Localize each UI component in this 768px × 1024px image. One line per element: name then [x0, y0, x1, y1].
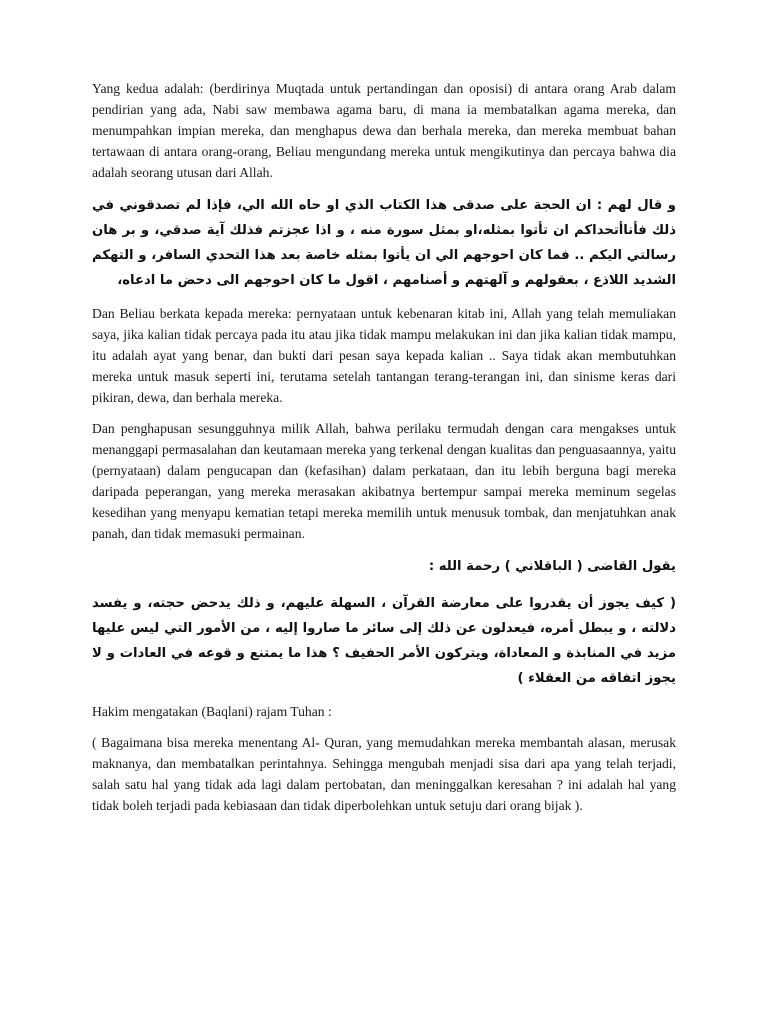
document-page: [92, 78, 676, 826]
paragraph-translation-baqillani: ( Bagaimana bisa mereka menentang Al- Quran, yang memudahkan mereka membantah alasan, merusak maknanya, dan membatalkan perintahnya. Sehingga mengubah menjadi sisa dari apa yang telah terjadi, salah satu hal yang tidak ada lagi dalam pertobatan, dan meninggalkan keresahan ? ini adalah hal yang tidak boleh terjadi pada kebiasaan dan tidak diperbolehkan untuk setuju dari orang bijak ).: [92, 735, 676, 813]
arabic-heading-baqillani: يقول القاضى ( الباقلاني ) رحمة الله :: [428, 559, 676, 574]
paragraph-intro: Yang kedua adalah: (berdirinya Muqtada untuk pertandingan dan oposisi) di antara orang Arab dalam pendirian yang ada, Nabi saw membawa agama baru, di mana ia membatalkan agama mereka, dan menumpahkan impian mereka, dan menghapus dewa dan berhala mereka, dan mereka membuat bahan tertawaan di antara orang-orang, Beliau mengundang mereka untuk mengikutinya dan percaya bahwa dia adalah seorang utusan dari Allah.: [92, 81, 676, 180]
arabic-quote-prophet: و قال لهم : ان الحجة على صدقى هذا الكتاب الذي او حاه الله الي، فإذا لم تصدقوني في ذلك فأناأتحداكم ان تأتوا بمثله،او بمثل سورة منه ، و اذا عجزتم فذلك آية صدقي، و بر هان رسالتي اليكم .. فما كان احوجهم الي ان يأتوا بمثله خاصة بعد هذا التحدي السافر، و التهكم الشديد اللاذع ، بعقولهم و آلهتهم و أصنامهم ، اقول ما كان احوجهم الى دحض ما ادعاه،: [92, 198, 676, 288]
paragraph-eloquence: Dan penghapusan sesungguhnya milik Allah, bahwa perilaku termudah dengan cara mengakses untuk menanggapi permasalahan dan keutamaan mereka yang terkenal dengan kualitas dan penguasaannya, yaitu (pernyataan) dalam pengucapan dan (kefasihan) dalam perkataan, dan itu lebih berguna bagi mereka daripada peperangan, yang mereka merasakan akibatnya bertempur sampai mereka meminum segelas kesedihan yang menyapu kematian tetapi mereka memilih untuk menusuk tombak, dan menjatuhkan anak panah, dan tidak memasuki permainan.: [92, 421, 676, 541]
paragraph-hakim-heading: Hakim mengatakan (Baqlani) rajam Tuhan :: [92, 704, 332, 719]
paragraph-translation-prophet: Dan Beliau berkata kepada mereka: pernyataan untuk kebenaran kitab ini, Allah yang telah memuliakan saya, jika kalian tidak percaya pada itu atau jika tidak mampu melakukan ini dan jika kalian tidak mampu, itu adalah ayat yang benar, dan bukti dari pesan saya kepada kalian .. Saya tidak akan membutuhkan mereka untuk masuk seperti ini, terutama setelah tantangan terang-terangan ini, dan sinisme keras dari pikiran, dewa, dan berhala mereka.: [92, 306, 676, 405]
arabic-quote-baqillani: ( كيف يجوز أن يقدروا على معارضة القرآن ، السهلة عليهم، و ذلك يدحض حجته، و يفسد دلالته ، و يبطل أمره، فيعدلون عن ذلك إلى سائر ما صاروا إليه ، من الأمور التي ليس عليها مزيد في المنابذة و المعاداة، ويتركون الأمر الحفيف ؟ هذا ما يمتنع و قوعه في العادات و لا يجوز اتفاقه من العقلاء ): [92, 596, 676, 686]
